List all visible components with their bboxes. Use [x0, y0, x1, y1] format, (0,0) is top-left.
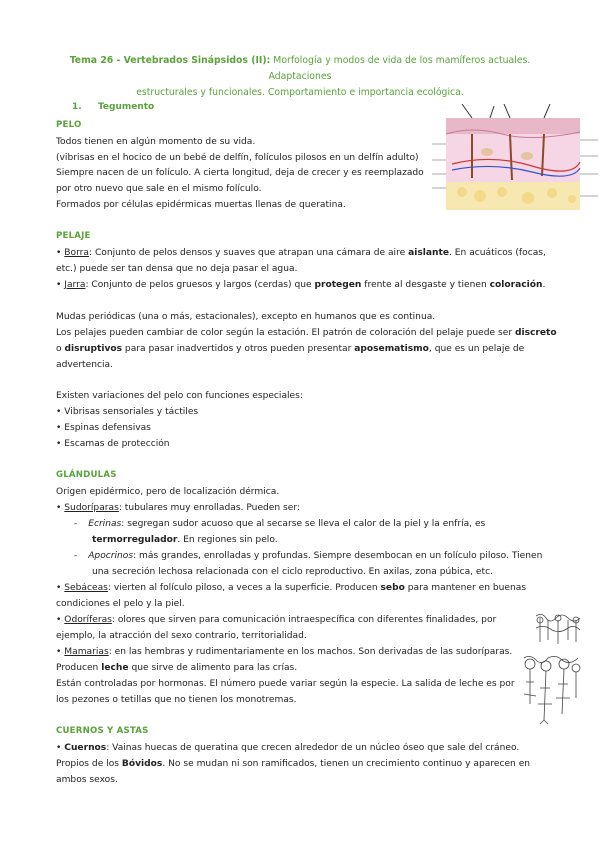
section-heading — [72, 102, 154, 112]
mudas-text-c: para pasar inadvertidos y otros pueden presentar — [122, 344, 355, 354]
bullet: • — [56, 280, 62, 290]
dash: - — [74, 551, 78, 561]
jarra-text-b: frente al desgaste y tienen — [361, 280, 490, 290]
apocrinos-term: Apocrinos — [88, 551, 134, 561]
odoriferas-text: : olores que sirven para comunicación intraespecífica con diferentes finalidades, por — [111, 615, 497, 625]
pelo-line-4: por otro nuevo que sale en el mismo folículo. — [56, 184, 262, 194]
sebaceas-text-a: : vierten al folículo piloso, a veces a la superficie. Producen — [107, 583, 381, 593]
borra-line-2: etc.) puede ser tan densa que no deja pasar el agua. — [56, 264, 298, 274]
title-rest: Morfología y modos de vida de los mamíferos actuales. Adaptaciones — [268, 55, 531, 82]
borra-text-a: : Conjunto de pelos densos y suaves que atrapan una cámara de aire — [88, 248, 409, 258]
pelo-line-5: Formados por células epidérmicas muertas llenas de queratina. — [56, 200, 346, 210]
variacion-espinas: Espinas defensivas — [64, 423, 151, 433]
mamarias-line-4: los pezones o tetillas que no tienen los monotremas. — [56, 695, 297, 705]
sebaceas-line-2: condiciones el pelo y la piel. — [56, 599, 185, 609]
bullet: • — [56, 647, 62, 657]
cuernos-bold-bovidos: Bóvidos — [121, 759, 163, 769]
mudas-text-a: Los pelajes pueden cambiar de color según la estación. El patrón de coloración del pelaje puede ser — [56, 328, 515, 338]
pelaje-heading: PELAJE — [56, 231, 91, 241]
bullet: • — [56, 439, 62, 449]
bullet: • — [56, 583, 62, 593]
mudas-text-o: o — [56, 344, 65, 354]
gland-sketch-figure — [532, 612, 584, 646]
bullet: • — [56, 248, 62, 258]
bullet: • — [56, 423, 62, 433]
cuernos-text-2c: . No se mudan ni son ramificados, tienen un crecimiento continuo y aparecen en — [162, 759, 531, 769]
mamarias-term: Mamarias — [64, 647, 109, 657]
variaciones-intro: Existen variaciones del pelo con funciones especiales: — [56, 391, 303, 401]
mamarias-text: : en las hembras y rudimentariamente en los machos. Son derivadas de las sudoríparas. — [108, 647, 513, 657]
apocrinos-line-2: una secreción lechosa relacionada con el ciclo reproductivo. En axilas, zona púbica, etc. — [92, 567, 493, 577]
mudas-bold-discreto: discreto — [514, 328, 557, 338]
sebaceas-bold: sebo — [380, 583, 405, 593]
ecrinas-line-2 — [92, 534, 278, 546]
sebaceas-line-1 — [56, 582, 526, 594]
borra-text-b: . En acuáticos (focas, — [449, 248, 546, 258]
borra-bold: aislante — [408, 248, 450, 258]
sebaceas-term: Sebáceas — [64, 583, 108, 593]
title-bold: Tema 26 - Vertebrados Sinápsidos (II): — [69, 55, 271, 66]
variacion-item — [56, 406, 198, 418]
glandulas-heading: GLÁNDULAS — [56, 470, 117, 480]
jarra-term: Jarra — [64, 280, 86, 290]
mudas-line-2 — [56, 327, 557, 339]
title-line2: estructurales y funcionales. Comportamiento e importancia ecológica. — [136, 87, 464, 98]
jarra-text-c: . — [542, 280, 546, 290]
mamarias-line-2 — [56, 662, 297, 674]
jarra-text-a: : Conjunto de pelos gruesos y largos (cerdas) que — [85, 280, 315, 290]
cuernos-text: : Vainas huecas de queratina que crecen alrededor de un núcleo óseo que sale del cráneo. — [106, 743, 520, 753]
ecrinas-text-2: . En regiones sin pelo. — [177, 535, 278, 545]
variacion-item — [56, 438, 170, 450]
mudas-text-e: , que es un pelaje de — [428, 344, 525, 354]
bullet: • — [56, 615, 62, 625]
jarra-bold-1: protegen — [314, 280, 362, 290]
section-number: 1. — [72, 102, 82, 112]
apocrinos-line-1 — [74, 550, 542, 562]
apocrinos-text: : más grandes, enrolladas y profundas. Siempre desembocan en un folículo piloso. Tienen — [133, 551, 543, 561]
ecrinas-bold: termorregulador — [92, 535, 178, 545]
sudoriparas-line — [56, 502, 300, 514]
cuernos-line-1 — [56, 742, 519, 754]
variacion-vibrisas: Vibrisas sensoriales y táctiles — [64, 407, 199, 417]
borra-term: Borra — [64, 248, 89, 258]
bullet: • — [56, 407, 62, 417]
bullet: • — [56, 743, 62, 753]
mamarias-text-2c: que sirve de alimento para las crías. — [128, 663, 298, 673]
mamarias-bold-leche: leche — [101, 663, 129, 673]
mammary-gland-figure — [516, 654, 588, 726]
ecrinas-line-1 — [74, 518, 485, 530]
borra-line-1 — [56, 247, 546, 259]
cuernos-line-2 — [56, 758, 530, 770]
pelo-line-3: Siempre nacen de un folículo. A cierta longitud, deja de crecer y es reemplazado — [56, 168, 424, 178]
cuernos-heading: CUERNOS Y ASTAS — [56, 726, 149, 736]
pelo-line-2: (vibrisas en el hocico de un bebé de delfín, folículos pilosos en un delfín adulto) — [56, 153, 419, 163]
sudoriparas-term: Sudoríparas — [64, 503, 119, 513]
pelo-heading: PELO — [56, 120, 82, 130]
variacion-escamas: Escamas de protección — [64, 439, 170, 449]
jarra-line — [56, 279, 545, 291]
ecrinas-text: : segregan sudor acuoso que al secarse se lleva el calor de la piel y la enfría, es — [121, 519, 486, 529]
odoriferas-line-2: ejemplo, la atracción del sexo contrario, territorialidad. — [56, 631, 307, 641]
mudas-bold-disruptivos: disruptivos — [64, 344, 123, 354]
skin-cross-section-figure — [432, 104, 600, 216]
mamarias-line-3: Están controladas por hormonas. El número puede variar según la especie. La salida de leche es por — [56, 679, 515, 689]
cuernos-term: Cuernos — [64, 743, 107, 753]
sebaceas-text-b: para mantener en buenas — [404, 583, 527, 593]
mudas-line-4: advertencia. — [56, 360, 113, 370]
mamarias-text-2a: Producen — [56, 663, 102, 673]
page-title — [40, 53, 560, 101]
mudas-bold-aposematismo: aposematismo — [354, 344, 429, 354]
variacion-item — [56, 422, 151, 434]
mudas-line-3 — [56, 343, 524, 355]
cuernos-line-3: ambos sexos. — [56, 775, 118, 785]
glandulas-origen: Origen epidérmico, pero de localización dérmica. — [56, 487, 280, 497]
ecrinas-term: Ecrinas — [88, 519, 122, 529]
jarra-bold-2: coloración — [489, 280, 543, 290]
odoriferas-term: Odoríferas — [64, 615, 112, 625]
section-title: Tegumento — [97, 102, 155, 112]
mamarias-line-1 — [56, 646, 512, 658]
mudas-line-1: Mudas periódicas (una o más, estacionales), excepto en humanos que es continua. — [56, 312, 436, 322]
bullet: • — [56, 503, 62, 513]
dash: - — [74, 519, 78, 529]
odoriferas-line-1 — [56, 614, 496, 626]
cuernos-text-2a: Propios de los — [56, 759, 122, 769]
pelo-line-1: Todos tienen en algún momento de su vida. — [56, 137, 256, 147]
sudoriparas-text: : tubulares muy enrolladas. Pueden ser: — [118, 503, 301, 513]
